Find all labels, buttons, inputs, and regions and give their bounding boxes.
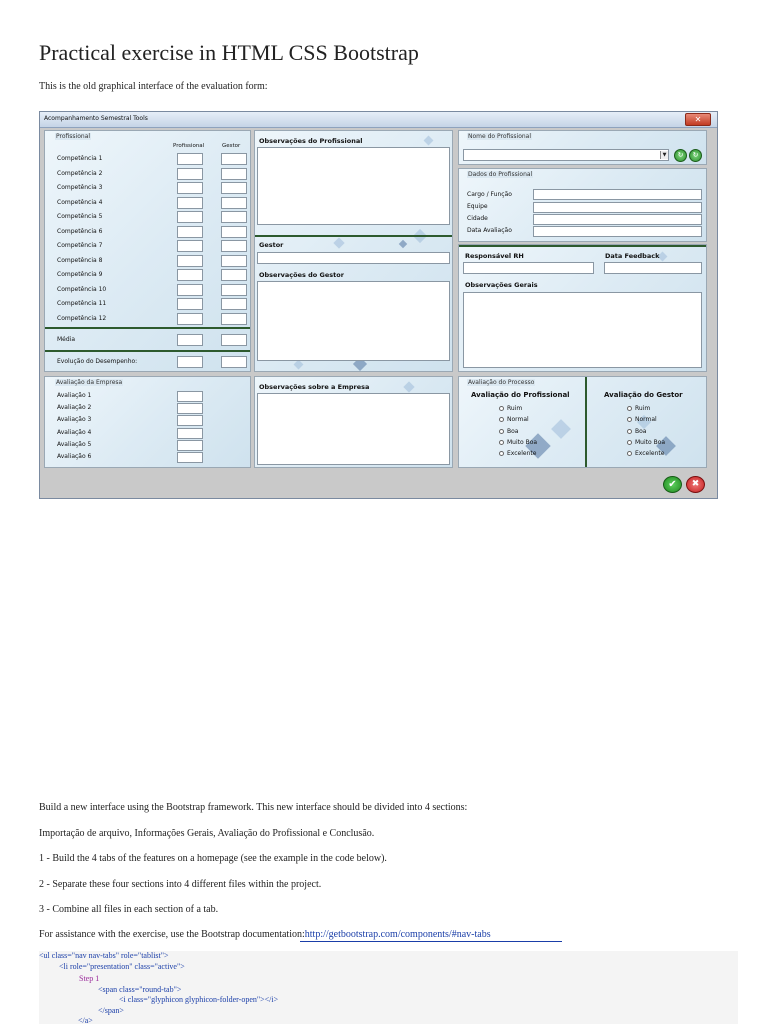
obs-empresa-textarea[interactable]	[257, 393, 450, 465]
competencia-gestor-input[interactable]	[221, 182, 247, 194]
avaliacao-empresa-input[interactable]	[177, 440, 203, 451]
competencia-label: Competência 3	[57, 184, 103, 191]
aval-gestor-option-label: Ruim	[635, 405, 651, 412]
rh-panel	[458, 244, 707, 372]
obs-empresa-panel	[254, 376, 453, 468]
data-feedback-input[interactable]	[604, 262, 702, 274]
paragraph-3: 1 - Build the 4 tabs of the features on a homepage (see the example in the code below).	[39, 853, 387, 864]
paragraph-1: Build a new interface using the Bootstrap framework. This new interface should be divided into 4 sections:	[39, 802, 468, 813]
responsavel-rh-input[interactable]	[463, 262, 594, 274]
competencia-label: Competência 12	[57, 314, 107, 322]
aval-prof-option-label: Normal	[507, 416, 529, 424]
profissional-panel	[44, 130, 251, 372]
avaliacao-empresa-label: Avaliação 5	[57, 440, 92, 448]
avaliacao-empresa-input[interactable]	[177, 428, 203, 439]
aval-gestor-label: Avaliação do Gestor	[604, 391, 683, 399]
chevron-down-icon: ▼	[660, 151, 668, 159]
competencia-gestor-input[interactable]	[221, 240, 247, 252]
paragraph-2: Importação de arquivo, Informações Gerais, Avaliação do Profissional e Conclusão.	[39, 828, 375, 839]
divider	[45, 350, 251, 352]
equipe-input[interactable]	[533, 202, 702, 213]
divider	[585, 377, 587, 468]
competencia-label: Competência 5	[57, 213, 103, 220]
competencia-gestor-input[interactable]	[221, 153, 247, 165]
competencia-prof-input[interactable]	[177, 255, 203, 267]
processo-legend: Avaliação do Processo	[468, 379, 535, 386]
competencia-prof-input[interactable]	[177, 153, 203, 165]
competencia-prof-input[interactable]	[177, 269, 203, 281]
media-label: Média	[57, 336, 76, 343]
gestor-label: Gestor	[259, 241, 284, 249]
competencia-prof-input[interactable]	[177, 298, 203, 310]
col-profissional: Profissional	[173, 143, 205, 149]
competencia-label: Competência 1	[57, 155, 103, 162]
competencia-label: Competência 2	[57, 169, 103, 177]
code-line: <span class="round-tab">	[98, 985, 182, 994]
competencia-gestor-input[interactable]	[221, 269, 247, 281]
competencia-label: Competência 6	[57, 227, 103, 235]
cidade-input[interactable]	[533, 214, 702, 225]
data-feedback-label: Data Feedback	[605, 252, 660, 260]
code-line: </a>	[78, 1016, 93, 1025]
evolucao-prof-input[interactable]	[177, 356, 203, 368]
avaliacao-empresa-label: Avaliação 6	[57, 453, 92, 460]
code-line: <li role="presentation" class="active">	[59, 962, 185, 971]
aval-gestor-option-label: Excelente	[635, 450, 665, 458]
nome-profissional-legend: Nome do Profissional	[468, 133, 532, 140]
avaliacao-processo-panel	[458, 376, 707, 468]
avaliacao-empresa-input[interactable]	[177, 415, 203, 426]
empresa-legend: Avaliação da Empresa	[56, 379, 123, 386]
close-icon[interactable]: ✕	[685, 113, 711, 126]
obs-empresa-label: Observações sobre a Empresa	[259, 383, 370, 391]
aval-gestor-radio[interactable]	[627, 451, 632, 456]
window-title: Acompanhamento Semestral Tools	[44, 115, 148, 122]
cargo-label: Cargo / Função	[467, 191, 512, 198]
aval-prof-option-label: Excelente	[507, 450, 537, 458]
obs-gerais-textarea[interactable]	[463, 292, 702, 368]
code-line: <i class="glyphicon glyphicon-folder-open"></i>	[119, 995, 279, 1004]
code-block	[39, 951, 738, 1024]
avaliacao-empresa-label: Avaliação 1	[57, 392, 92, 399]
avaliacao-empresa-input[interactable]	[177, 403, 203, 414]
bootstrap-docs-link[interactable]: http://getbootstrap.com/components/#nav-tabs	[304, 929, 491, 940]
competencia-gestor-input[interactable]	[221, 284, 247, 296]
competencia-label: Competência 8	[57, 256, 103, 264]
competencia-prof-input[interactable]	[177, 240, 203, 252]
obs-gerais-label: Observações Gerais	[465, 281, 538, 289]
obs-gestor-textarea[interactable]	[257, 281, 450, 361]
competencia-prof-input[interactable]	[177, 313, 203, 325]
obs-profissional-textarea[interactable]	[257, 147, 450, 225]
competencia-prof-input[interactable]	[177, 168, 203, 180]
aval-prof-radio[interactable]	[499, 417, 504, 422]
paragraph-5: 3 - Combine all files in each section of a tab.	[39, 904, 219, 915]
legacy-form-screenshot	[39, 111, 718, 499]
intro-text: This is the old graphical interface of the evaluation form:	[39, 81, 268, 92]
aval-prof-radio[interactable]	[499, 451, 504, 456]
aval-gestor-radio[interactable]	[627, 440, 632, 445]
obs-profissional-label: Observações do Profissional	[259, 137, 363, 145]
dados-profissional-panel	[458, 168, 707, 242]
cargo-input[interactable]	[533, 189, 702, 200]
divider	[255, 235, 453, 237]
paragraph-4: 2 - Separate these four sections into 4 different files within the project.	[39, 879, 322, 890]
avaliacao-empresa-panel	[44, 376, 251, 468]
competencia-label: Competência 7	[57, 242, 103, 249]
media-prof-input[interactable]	[177, 334, 203, 346]
aval-gestor-option-label: Muito Boa	[635, 438, 666, 446]
dados-legend: Dados do Profissional	[468, 171, 533, 178]
competencia-gestor-input[interactable]	[221, 255, 247, 267]
competencia-label: Competência 11	[57, 300, 107, 307]
evolucao-gestor-input[interactable]	[221, 356, 247, 368]
cidade-label: Cidade	[467, 215, 488, 222]
competencia-gestor-input[interactable]	[221, 168, 247, 180]
avaliacao-empresa-label: Avaliação 2	[57, 404, 92, 412]
nome-profissional-panel	[458, 130, 707, 165]
responsavel-rh-label: Responsável RH	[465, 252, 524, 260]
competencia-gestor-input[interactable]	[221, 226, 247, 238]
aval-gestor-option-label: Boa	[635, 427, 647, 435]
aval-gestor-option-label: Normal	[635, 416, 657, 424]
page-title: Practical exercise in HTML CSS Bootstrap	[39, 40, 419, 65]
aval-gestor-radio[interactable]	[627, 417, 632, 422]
media-gestor-input[interactable]	[221, 334, 247, 346]
link-underline	[300, 941, 562, 942]
competencia-prof-input[interactable]	[177, 182, 203, 194]
observacoes-panel	[254, 130, 453, 372]
code-line: Step 1	[79, 974, 100, 983]
competencia-label: Competência 4	[57, 198, 103, 206]
equipe-label: Equipe	[467, 203, 488, 210]
code-line: <ul class="nav nav-tabs" role="tablist">	[39, 951, 169, 960]
profissional-legend: Profissional	[56, 133, 91, 140]
competencia-label: Competência 10	[57, 285, 107, 293]
competencia-prof-input[interactable]	[177, 226, 203, 238]
competencia-prof-input[interactable]	[177, 284, 203, 296]
refresh-icon[interactable]: ↻	[674, 149, 687, 162]
evolucao-label: Evolução do Desempenho:	[57, 358, 138, 365]
code-line: </span>	[98, 1006, 124, 1015]
competencia-gestor-input[interactable]	[221, 197, 247, 209]
aval-prof-radio[interactable]	[499, 406, 504, 411]
cancel-button[interactable]: ✖	[686, 476, 705, 493]
avaliacao-empresa-label: Avaliação 4	[57, 428, 92, 436]
aval-gestor-radio[interactable]	[627, 429, 632, 434]
nome-profissional-select[interactable]	[463, 149, 669, 161]
aval-prof-option-label: Ruim	[507, 405, 523, 412]
aval-prof-option-label: Muito Boa	[507, 438, 538, 446]
aval-prof-option-label: Boa	[507, 427, 519, 435]
divider	[45, 327, 251, 329]
refresh-icon[interactable]: ↻	[689, 149, 702, 162]
col-gestor: Gestor	[222, 143, 241, 149]
confirm-button[interactable]: ✔	[663, 476, 682, 493]
data-avaliacao-label: Data Avaliação	[467, 227, 512, 234]
competencia-gestor-input[interactable]	[221, 313, 247, 325]
avaliacao-empresa-input[interactable]	[177, 452, 203, 463]
competencia-label: Competência 9	[57, 271, 103, 278]
assistance-text: For assistance with the exercise, use the Bootstrap documentation:	[39, 929, 305, 940]
window-titlebar	[40, 112, 717, 128]
obs-gestor-label: Observações do Gestor	[259, 271, 344, 279]
aval-gestor-radio[interactable]	[627, 406, 632, 411]
divider	[459, 245, 707, 247]
gestor-input[interactable]	[257, 252, 450, 264]
data-avaliacao-input[interactable]	[533, 226, 702, 237]
competencia-gestor-input[interactable]	[221, 298, 247, 310]
competencia-prof-input[interactable]	[177, 197, 203, 209]
competencia-prof-input[interactable]	[177, 211, 203, 223]
avaliacao-empresa-input[interactable]	[177, 391, 203, 402]
aval-profissional-label: Avaliação do Profissional	[471, 391, 570, 399]
aval-prof-radio[interactable]	[499, 440, 504, 445]
competencia-gestor-input[interactable]	[221, 211, 247, 223]
aval-prof-radio[interactable]	[499, 429, 504, 434]
paragraph-6	[39, 929, 491, 940]
avaliacao-empresa-label: Avaliação 3	[57, 416, 92, 424]
